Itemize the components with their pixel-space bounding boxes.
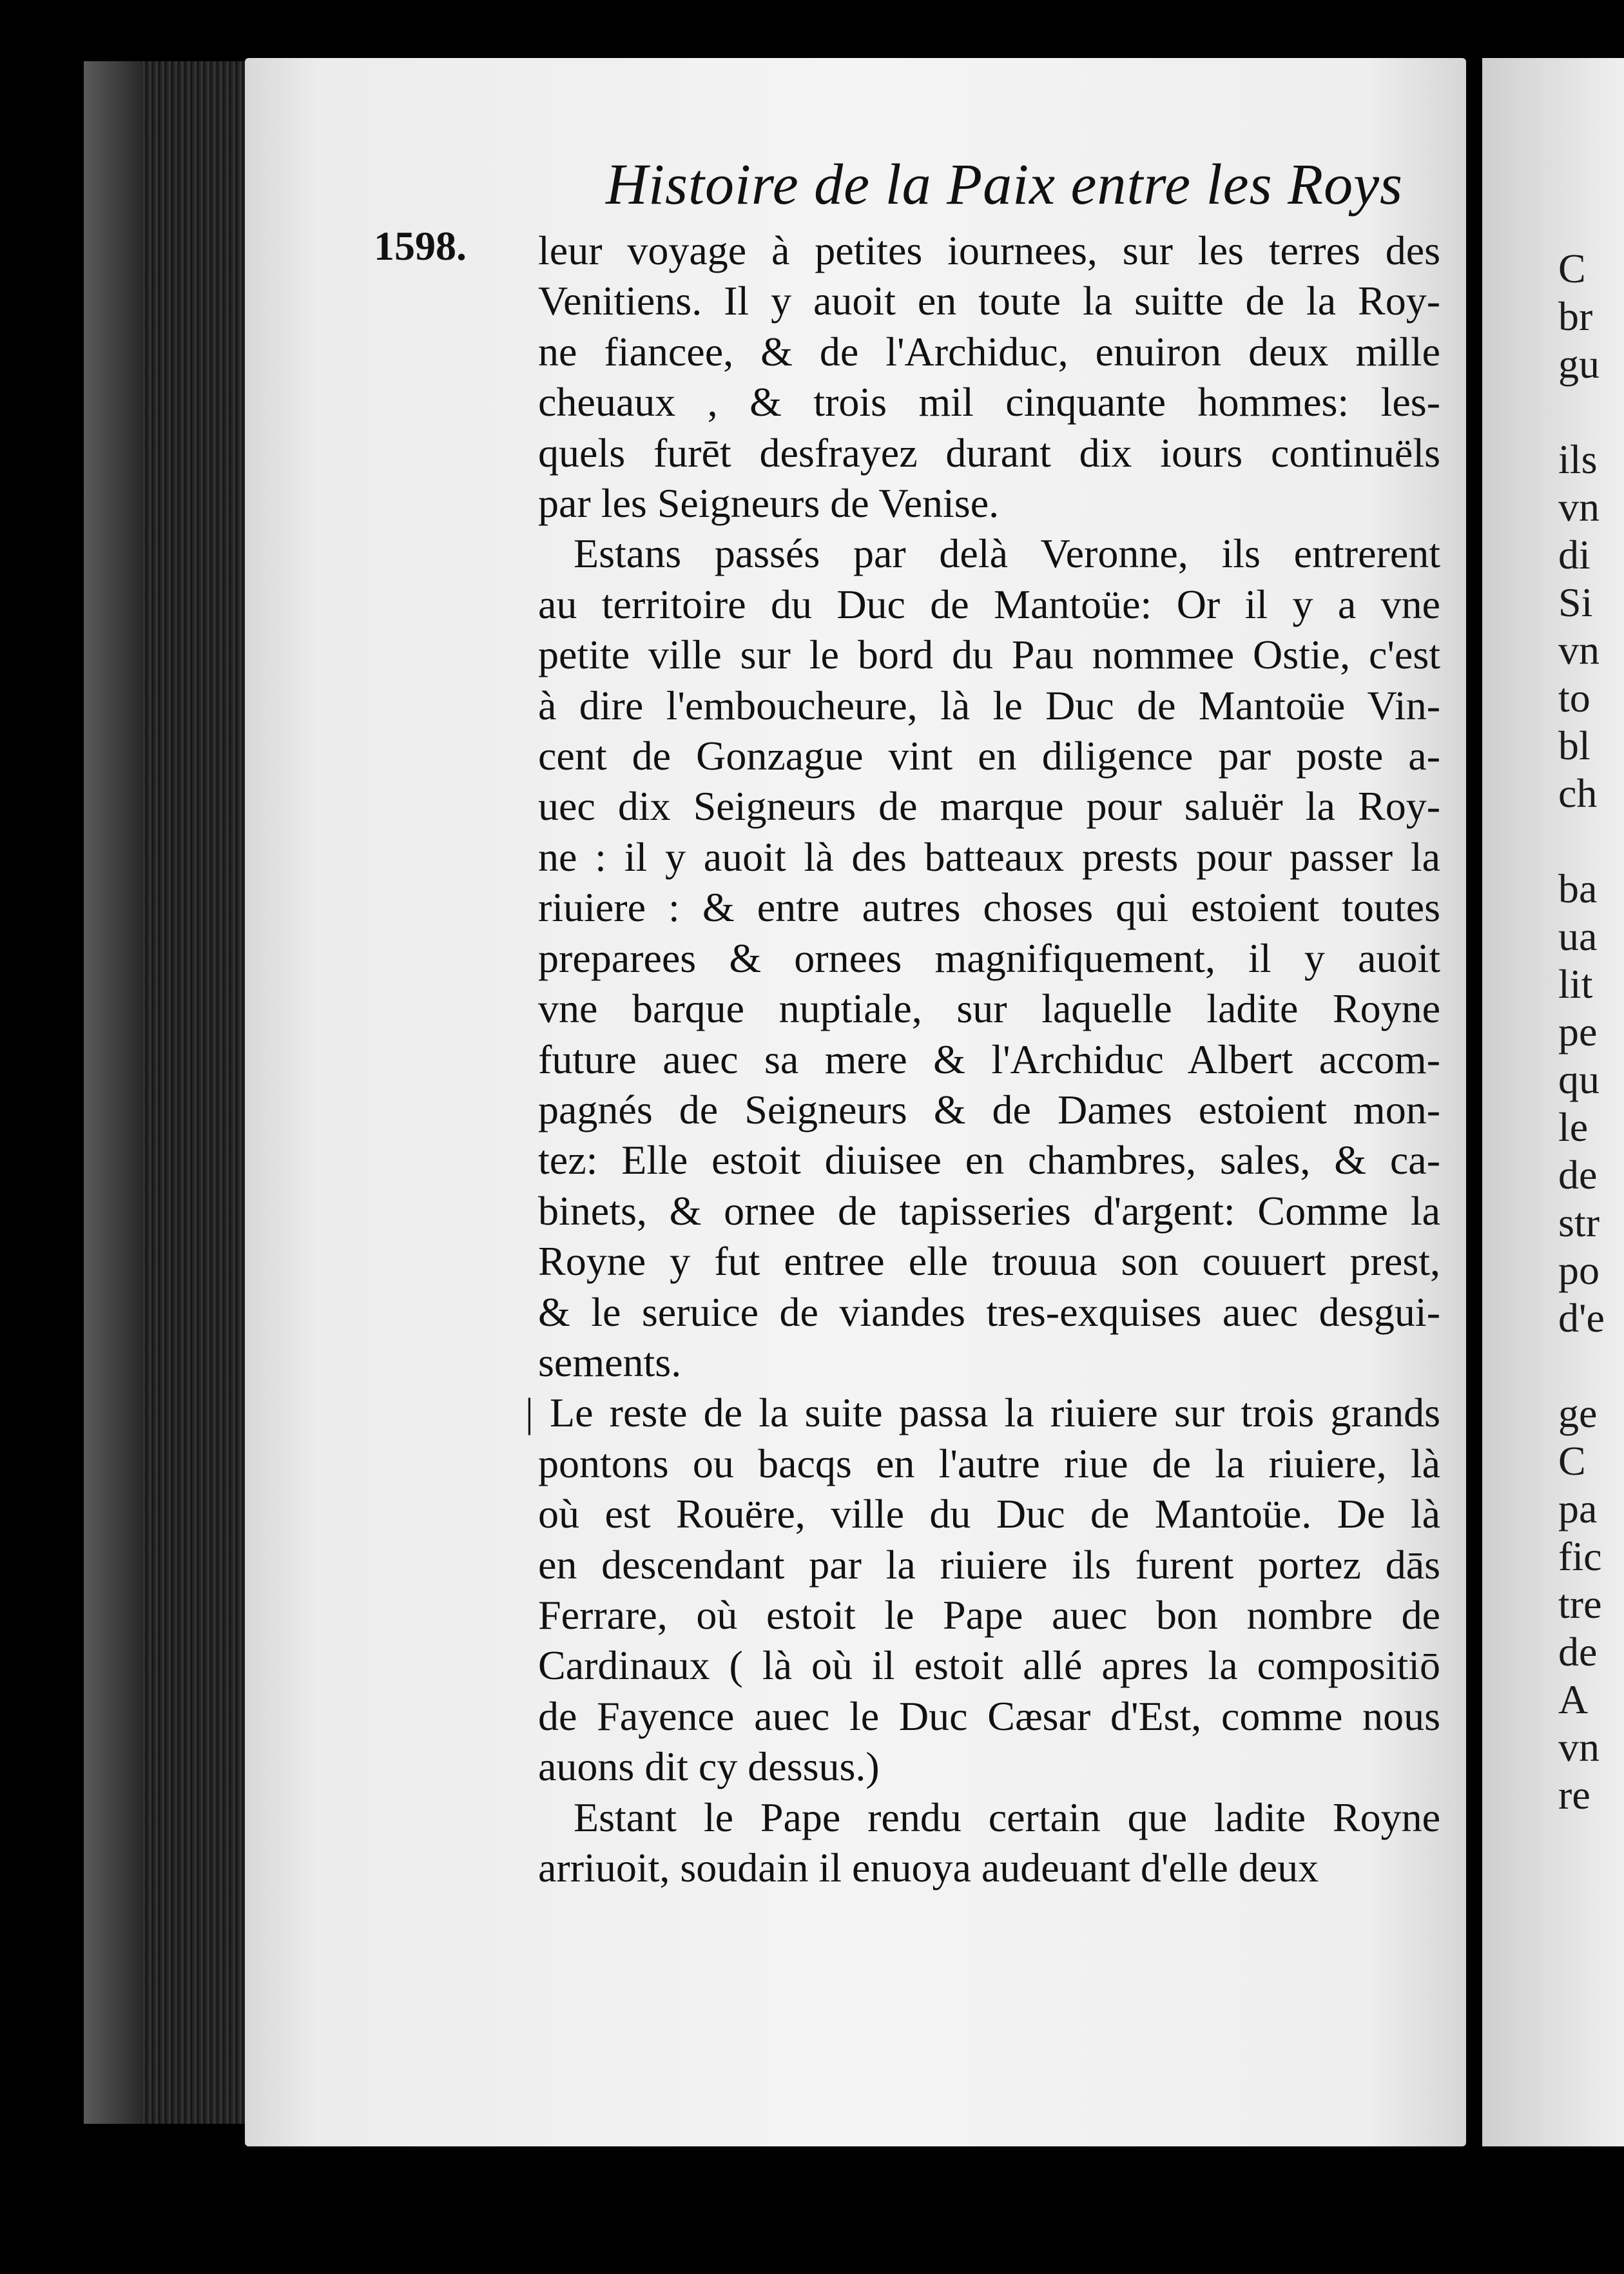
facing-fragment: po <box>1558 1247 1600 1293</box>
facing-fragment: vn <box>1558 627 1600 673</box>
text-line: Estant le Pape rendu certain que ladite Royne <box>574 1794 1440 1840</box>
facing-fragment: re <box>1558 1772 1590 1818</box>
text-line: cheuaux , & trois mil cinquante hommes: les- <box>538 379 1440 425</box>
facing-fragment: C <box>1558 1438 1586 1484</box>
text-line: | Le reste de la suite passa la riuiere sur trois grands <box>525 1390 1440 1436</box>
facing-fragment: de <box>1558 1629 1598 1675</box>
text-line: Venitiens. Il y auoit en toute la suitte de la Roy- <box>538 278 1440 324</box>
text-line: sements. <box>538 1339 682 1385</box>
text-line: binets, & ornee de tapisseries d'argent: Comme la <box>538 1187 1440 1234</box>
facing-fragment: gu <box>1558 341 1600 387</box>
text-line: à dire l'emboucheure, là le Duc de Mantoüe Vin- <box>538 682 1440 728</box>
text-line: cent de Gonzague vint en diligence par poste a- <box>538 733 1440 779</box>
facing-fragment: ua <box>1558 913 1598 959</box>
facing-fragment: A <box>1558 1676 1589 1722</box>
facing-fragment: qu <box>1558 1056 1600 1102</box>
text-line: tez: Elle estoit diuisee en chambres, sales, & ca- <box>538 1137 1440 1183</box>
text-line: auons dit cy dessus.) <box>538 1744 880 1790</box>
text-line: ne fiancee, & de l'Archiduc, enuiron deux mille <box>538 328 1440 374</box>
text-line: petite ville sur le bord du Pau nommee Ostie, c'est <box>538 632 1440 678</box>
text-line: Ferrare, où estoit le Pape auec bon nombre de <box>538 1591 1440 1638</box>
facing-fragment: ge <box>1558 1390 1598 1436</box>
text-line: Cardinaux ( là où il estoit allé apres la compositiō <box>538 1642 1440 1689</box>
text-line: pagnés de Seigneurs & de Dames estoient mon- <box>538 1086 1440 1132</box>
facing-fragment: d'e <box>1558 1295 1605 1341</box>
facing-fragment: br <box>1558 293 1593 339</box>
text-line: leur voyage à petites iournees, sur les terres des <box>538 228 1440 273</box>
text-line: future auec sa mere & l'Archiduc Albert accom- <box>538 1036 1440 1082</box>
facing-fragment: ba <box>1558 866 1598 911</box>
text-line: & le seruice de viandes tres-exquises auec desgui- <box>538 1288 1440 1335</box>
facing-fragment: str <box>1558 1200 1600 1245</box>
facing-fragment: Si <box>1558 579 1593 625</box>
text-line: où est Rouëre, ville du Duc de Mantoüe. De là <box>538 1491 1440 1537</box>
text-line: vne barque nuptiale, sur laquelle ladite Royne <box>538 986 1440 1032</box>
text-line: riuiere : & entre autres choses qui estoient toutes <box>538 884 1440 931</box>
text-line: Estans passés par delà Veronne, ils entrerent <box>574 530 1440 577</box>
running-head: Histoire de la Paix entre les Roys <box>606 153 1404 217</box>
facing-fragment: tre <box>1558 1581 1602 1627</box>
facing-fragment: vn <box>1558 1724 1600 1770</box>
text-line: uec dix Seigneurs de marque pour saluër la Roy- <box>538 783 1440 830</box>
margin-year: 1598. <box>374 223 467 269</box>
facing-page <box>1482 58 1624 2146</box>
facing-fragment: vn <box>1558 484 1600 530</box>
facing-fragment: bl <box>1558 723 1590 768</box>
text-line: preparees & ornees magnifiquement, il y auoit <box>538 935 1440 981</box>
text-line: pontons ou bacqs en l'autre riue de la riuiere, là <box>538 1440 1440 1486</box>
facing-fragment: pa <box>1558 1486 1598 1531</box>
page-edges <box>84 61 245 2124</box>
text-line: de Fayence auec le Duc Cæsar d'Est, comme nous <box>538 1693 1440 1739</box>
facing-fragment: le <box>1558 1104 1589 1150</box>
facing-fragment: de <box>1558 1152 1598 1198</box>
text-line: ne : il y auoit là des batteaux prests pour passer la <box>538 833 1440 880</box>
text-line: Royne y fut entree elle trouua son couuert prest, <box>538 1238 1440 1285</box>
facing-fragment: pe <box>1558 1009 1598 1054</box>
text-line: quels furēt desfrayez durant dix iours continuëls <box>538 429 1440 476</box>
facing-fragment: ils <box>1558 436 1598 482</box>
facing-fragment: ch <box>1558 770 1598 816</box>
facing-fragment: di <box>1558 532 1590 578</box>
text-line: arriuoit, soudain il enuoya audeuant d'elle deux <box>538 1845 1319 1890</box>
text-line: par les Seigneurs de Venise. <box>538 480 1000 527</box>
facing-page-text <box>1558 245 1605 1819</box>
facing-fragment: to <box>1558 675 1590 721</box>
facing-fragment <box>1558 817 1597 865</box>
facing-fragment: C <box>1558 246 1586 291</box>
facing-fragment <box>1558 1342 1597 1390</box>
text-line: en descendant par la riuiere ils furent portez dās <box>538 1541 1440 1588</box>
text-line: au territoire du Duc de Mantoüe: Or il y a vne <box>538 581 1440 627</box>
facing-fragment <box>1558 388 1597 436</box>
facing-fragment: lit <box>1558 961 1593 1007</box>
body-text <box>525 226 1440 1893</box>
facing-fragment: fic <box>1558 1533 1602 1579</box>
